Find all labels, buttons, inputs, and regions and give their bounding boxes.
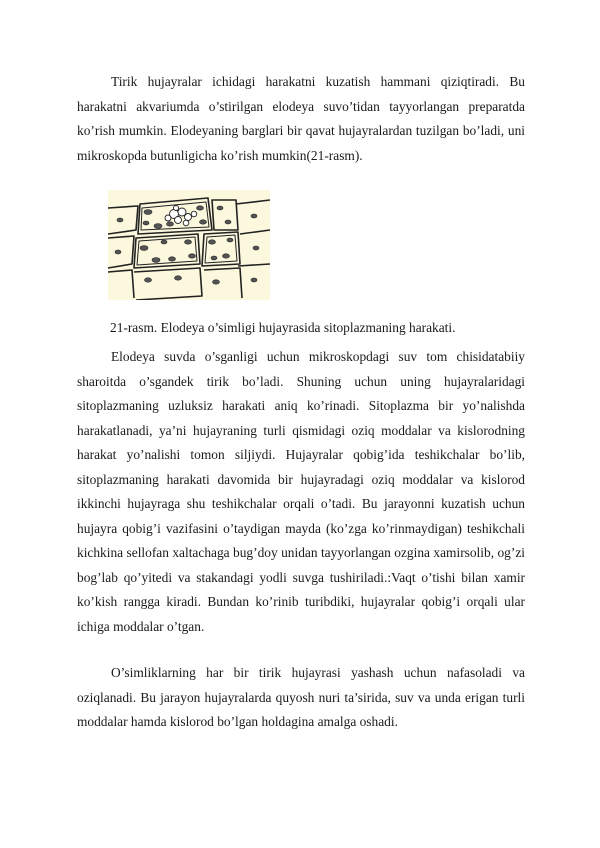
paragraph-respiration: O’simliklarning har bir tirik hujayrasi yashash uchun nafasoladi va oziqlanadi. Bu jarayon hujayralarda quyosh nuri ta’sirida, suv va unda erigan turli moddalar hamda kislorod bo’lgan holdagina amalga oshadi. <box>77 665 525 729</box>
figure-caption: 21-rasm. Elodeya o’simligi hujayrasida sitoplazmaning harakati. <box>110 320 456 335</box>
cell-drawing <box>108 190 270 300</box>
elodea-cell-illustration <box>108 190 270 300</box>
paragraph-intro: Tirik hujayralar ichidagi harakatni kuzatish hammani qiziqtiradi. Bu harakatni akvariumda o’stirilgan elodeya suvo’tidan tayyorlangan preparatda ko’rish mumkin. Elodeyaning barglari bir qavat hujayralardan tuzilgan bo’ladi, uni mikroskopda butunligicha ko’rish mumkin(21-rasm). <box>77 74 525 163</box>
paragraph-cytoplasm-movement: Elodeya suvda o’sganligi uchun mikroskopdagi suv tom chisidatabiiy sharoitda o’sgandek tirik bo’ladi. Shuning uchun uning hujayralaridagi sitoplazmaning uzluksiz harakati aniq ko’rinadi. Sitoplazma bir yo’nalishda harakatlanadi, ya’ni hujayraning turli qismidagi oziq moddalar va kislorodning harakat yo’nalishi tomon siljiydi. Hujayralar qobig’ida teshikchalar bo’lib, sitoplazmaning harakati davomida bir hujayradagi oziq moddalar va kislorod ikkinchi hujayraga shu teshikchalar orqali o’tadi. Bu jarayonni kuzatish uchun hujayra qobig’i vazifasini o’taydigan mayda (ko’zga ko’rinmaydigan) teshikchali kichkina sellofan xaltachaga bug’doy unidan tayyorlangan ozgina xamirsolib, og’zi bog’lab qo’yitedi va stakandagi yodli suvga tushiriladi.:Vaqt o’tishi bilan xamir ko’kish rangga kiradi. Bundan ko’rinib turibdiki, hujayralar qobig’i orqali ular ichiga moddalar o’tgan. <box>77 349 525 634</box>
